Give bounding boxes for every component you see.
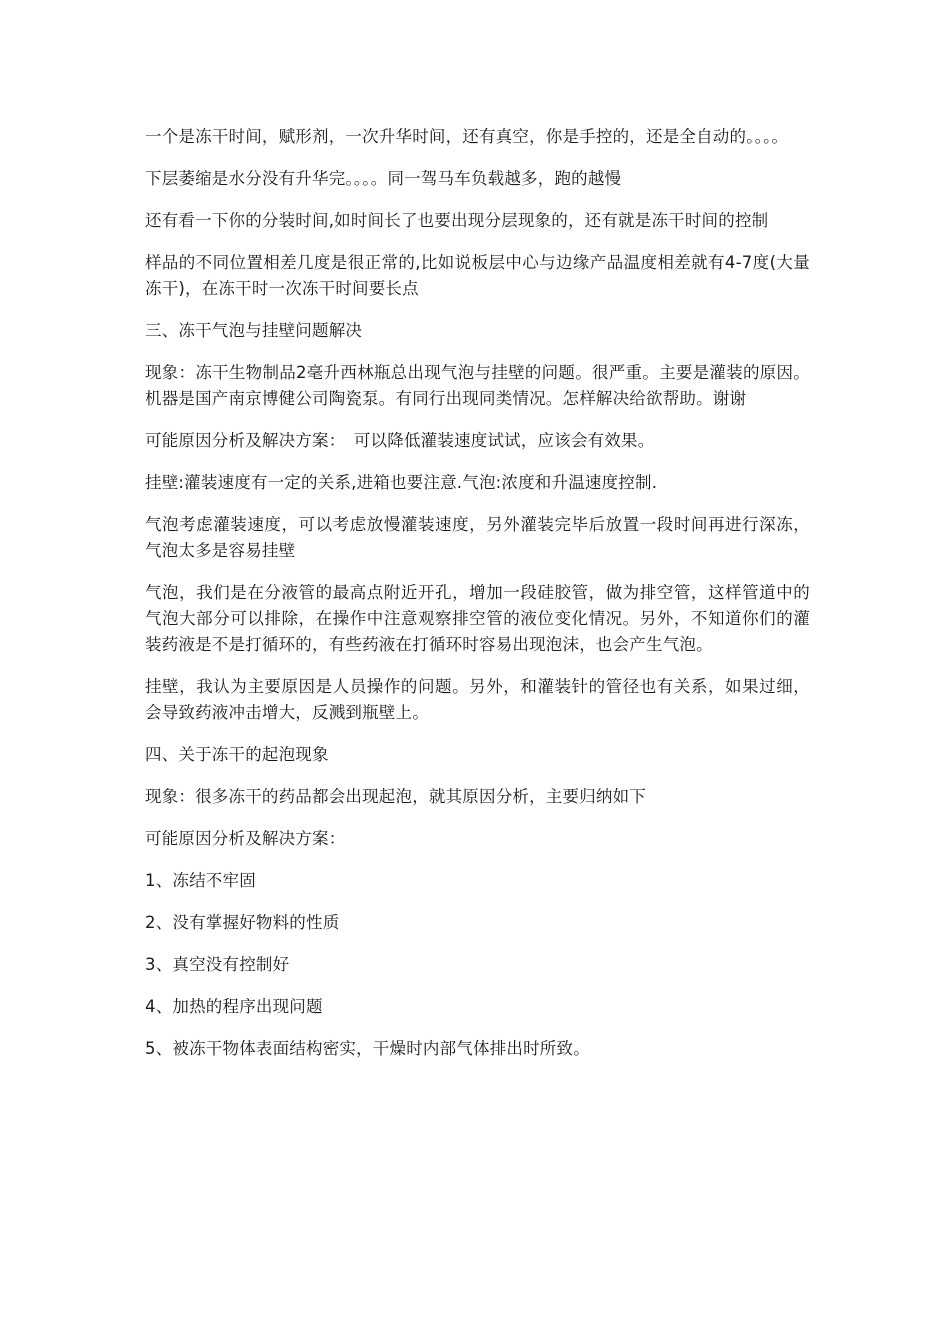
paragraph-cause-solution-1: 可能原因分析及解决方案： 可以降低灌装速度试试，应该会有效果。 (145, 431, 655, 450)
paragraph-cause-solution-2: 可能原因分析及解决方案： (145, 829, 346, 848)
paragraph-wall-adhesion: 挂壁:灌装速度有一定的关系,进箱也要注意.气泡:浓度和升温速度控制. (145, 473, 658, 492)
list-item-2: 2、没有掌握好物料的性质 (145, 913, 340, 932)
section-heading-bubbles: 三、冻干气泡与挂壁问题解决 (145, 321, 363, 340)
list-item-3: 3、真空没有控制好 (145, 955, 290, 974)
list-item-1: 1、冻结不牢固 (145, 871, 256, 890)
document-body (145, 124, 810, 1078)
paragraph-temperature-difference: 样品的不同位置相差几度是很正常的,比如说板层中心与边缘产品温度相差就有4-7度(大量冻干)，在冻干时一次冻干时间要长点 (145, 253, 810, 298)
paragraph-lower-layer-shrink: 下层萎缩是水分没有升华完。。。。同一驾马车负载越多，跑的越慢 (145, 169, 622, 188)
paragraph-filling-speed: 气泡考虑灌装速度，可以考虑放慢灌装速度，另外灌装完毕后放置一段时间再进行深冻，气泡太多是容易挂壁 (145, 515, 810, 560)
list-item-5: 5、被冻干物体表面结构密实，干燥时内部气体排出时所致。 (145, 1039, 590, 1058)
list-item-4: 4、加热的程序出现问题 (145, 997, 323, 1016)
section-heading-foaming: 四、关于冻干的起泡现象 (145, 745, 329, 764)
paragraph-bubble-phenomenon: 现象：冻干生物制品2毫升西林瓶总出现气泡与挂壁的问题。很严重。主要是灌装的原因。机器是国产南京博健公司陶瓷泵。有同行出现同类情况。怎样解决给欲帮助。谢谢 (145, 363, 810, 408)
paragraph-filling-time: 还有看一下你的分装时间,如时间长了也要出现分层现象的，还有就是冻干时间的控制 (145, 211, 769, 230)
paragraph-freeze-time-factors: 一个是冻干时间，赋形剂，一次升华时间，还有真空，你是手控的，还是全自动的。。。。 (145, 127, 789, 146)
paragraph-vent-tube: 气泡，我们是在分液管的最高点附近开孔，增加一段硅胶管，做为排空管，这样管道中的气泡大部分可以排除，在操作中注意观察排空管的液位变化情况。另外，不知道你们的灌装药液是不是打循环的，有些药液在打循环时容易出现泡沫，也会产生气泡。 (145, 583, 810, 654)
paragraph-operator-issue: 挂壁，我认为主要原因是人员操作的问题。另外，和灌装针的管径也有关系，如果过细，会导致药液冲击增大，反溅到瓶壁上。 (145, 677, 810, 722)
paragraph-foaming-phenomenon: 现象：很多冻干的药品都会出现起泡，就其原因分析，主要归纳如下 (145, 787, 646, 806)
